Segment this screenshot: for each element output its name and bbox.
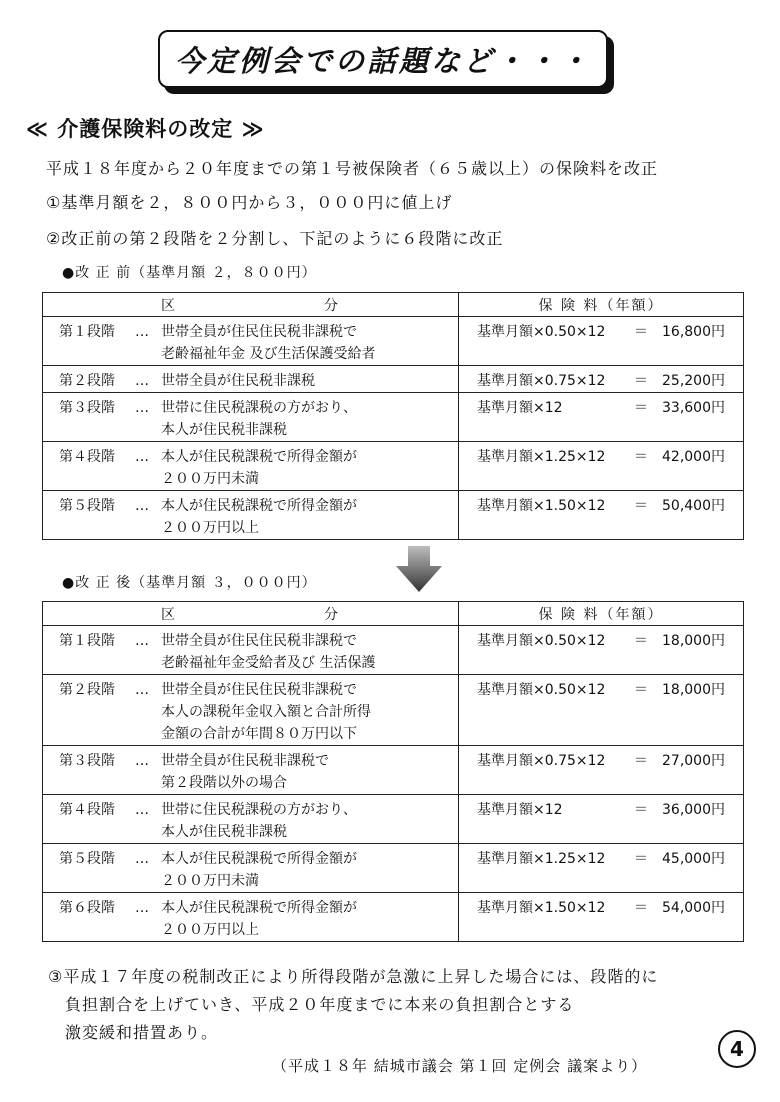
table-row [43, 795, 744, 844]
equals-sign: ＝ [634, 851, 648, 867]
page-banner [158, 30, 608, 88]
stage-label: 第２段階 [59, 373, 115, 389]
category-cell [43, 844, 459, 893]
category-cell [43, 366, 459, 393]
table-row [43, 844, 744, 893]
stage-description: 世帯全員が住民住民税非課税で 本人の課税年金収入額と合計所得 金額の合計が年間８０万円以下 [161, 682, 371, 742]
premium-formula: 基準月額×1.50×12 [477, 900, 606, 916]
header-category-b: 分 [324, 606, 338, 623]
premium-cell [459, 746, 744, 795]
premium-amount: 42,000円 [662, 449, 725, 465]
stage-description: 世帯に住民税課税の方がおり、 本人が住民税非課税 [161, 400, 357, 438]
table-row [43, 626, 744, 675]
header-premium-label: 保 険 料（年額） [538, 606, 664, 623]
table-row [43, 491, 744, 540]
premium-amount: 18,000円 [662, 682, 725, 698]
table-row [43, 893, 744, 942]
premium-cell [459, 393, 744, 442]
ellipsis: … [135, 498, 149, 514]
page-number-text: 4 [730, 1037, 744, 1061]
category-cell [43, 442, 459, 491]
note-line-3: 激変緩和措置あり。 [48, 1023, 219, 1042]
premium-formula: 基準月額×0.50×12 [477, 682, 606, 698]
category-cell [43, 893, 459, 942]
stage-label: 第１段階 [59, 633, 115, 649]
category-cell [43, 795, 459, 844]
premium-cell [459, 844, 744, 893]
before-label: ●改 正 前（基準月額 ２，８００円） [62, 265, 317, 281]
category-cell [43, 746, 459, 795]
stage-description: 世帯全員が住民税非課税 [161, 373, 315, 389]
table-row [43, 746, 744, 795]
stage-label: 第３段階 [59, 400, 115, 416]
ellipsis: … [135, 400, 149, 416]
equals-sign: ＝ [634, 449, 648, 465]
ellipsis: … [135, 373, 149, 389]
section-heading: ≪ 介護保険料の改定 ≫ [26, 117, 265, 141]
premium-formula: 基準月額×1.25×12 [477, 851, 606, 867]
premium-amount: 36,000円 [662, 802, 725, 818]
premium-amount: 18,000円 [662, 633, 725, 649]
premium-cell [459, 675, 744, 746]
premium-cell [459, 317, 744, 366]
after-label: ●改 正 後（基準月額 ３，０００円） [62, 575, 317, 591]
table-header-row [43, 602, 744, 626]
ellipsis: … [135, 900, 149, 916]
category-cell [43, 626, 459, 675]
category-cell [43, 491, 459, 540]
equals-sign: ＝ [634, 373, 648, 389]
premium-amount: 27,000円 [662, 753, 725, 769]
table-after-revision [42, 601, 744, 942]
stage-description: 本人が住民税課税で所得金額が ２００万円以上 [161, 900, 357, 938]
category-cell [43, 675, 459, 746]
premium-cell [459, 366, 744, 393]
premium-amount: 25,200円 [662, 373, 725, 389]
ellipsis: … [135, 851, 149, 867]
source-citation: （平成１８年 結城市議会 第１回 定例会 議案より） [272, 1057, 648, 1075]
ellipsis: … [135, 753, 149, 769]
premium-amount: 50,400円 [662, 498, 725, 514]
point-2: ②改正前の第２段階を２分割し、下記のように６段階に改正 [46, 229, 504, 248]
stage-description: 本人が住民税課税で所得金額が ２００万円未満 [161, 851, 357, 889]
table-before-revision [42, 292, 744, 540]
ellipsis: … [135, 682, 149, 698]
stage-label: 第５段階 [59, 851, 115, 867]
premium-cell [459, 442, 744, 491]
down-arrow-icon [396, 546, 442, 592]
stage-description: 世帯全員が住民住民税非課税で 老齢福祉年金 及び生活保護受給者 [161, 324, 376, 362]
stage-description: 世帯全員が住民税非課税で 第２段階以外の場合 [161, 753, 329, 791]
equals-sign: ＝ [634, 633, 648, 649]
category-cell [43, 317, 459, 366]
premium-formula: 基準月額×0.50×12 [477, 324, 606, 340]
equals-sign: ＝ [634, 753, 648, 769]
stage-label: 第４段階 [59, 449, 115, 465]
table-row [43, 675, 744, 746]
header-category-a: 区 [161, 297, 175, 314]
table-row [43, 366, 744, 393]
stage-label: 第４段階 [59, 802, 115, 818]
premium-formula: 基準月額×12 [477, 802, 563, 818]
premium-cell [459, 626, 744, 675]
stage-description: 本人が住民税課税で所得金額が ２００万円未満 [161, 449, 357, 487]
page-number [718, 1030, 756, 1068]
table-row [43, 317, 744, 366]
stage-description: 本人が住民税課税で所得金額が ２００万円以上 [161, 498, 357, 536]
point-1: ①基準月額を２，８００円から３，０００円に値上げ [46, 193, 453, 212]
category-cell [43, 393, 459, 442]
premium-cell [459, 893, 744, 942]
header-category-a: 区 [161, 606, 175, 623]
equals-sign: ＝ [634, 900, 648, 916]
ellipsis: … [135, 449, 149, 465]
table-header-row [43, 293, 744, 317]
premium-cell [459, 491, 744, 540]
stage-label: 第６段階 [59, 900, 115, 916]
premium-formula: 基準月額×0.75×12 [477, 753, 606, 769]
ellipsis: … [135, 802, 149, 818]
premium-amount: 54,000円 [662, 900, 725, 916]
stage-label: 第５段階 [59, 498, 115, 514]
premium-formula: 基準月額×0.75×12 [477, 373, 606, 389]
intro-text: 平成１８年度から２０年度までの第１号被保険者（６５歳以上）の保険料を改正 [46, 159, 659, 178]
stage-label: 第２段階 [59, 682, 115, 698]
premium-formula: 基準月額×1.25×12 [477, 449, 606, 465]
stage-label: 第３段階 [59, 753, 115, 769]
equals-sign: ＝ [634, 802, 648, 818]
stage-description: 世帯全員が住民住民税非課税で 老齢福祉年金受給者及び 生活保護 [161, 633, 376, 671]
header-category [43, 293, 459, 317]
table-row [43, 442, 744, 491]
ellipsis: … [135, 324, 149, 340]
banner-title: 今定例会での話題など・・・ [174, 43, 591, 78]
premium-formula: 基準月額×0.50×12 [477, 633, 606, 649]
ellipsis: … [135, 633, 149, 649]
header-premium-label: 保 険 料（年額） [538, 297, 664, 314]
header-premium [459, 293, 744, 317]
note-line-2: 負担割合を上げていき、平成２０年度までに本来の負担割合とする [48, 995, 575, 1014]
header-category [43, 602, 459, 626]
premium-amount: 33,600円 [662, 400, 725, 416]
premium-formula: 基準月額×1.50×12 [477, 498, 606, 514]
note-line-1: ③平成１７年度の税制改正により所得段階が急激に上昇した場合には、段階的に [48, 967, 659, 986]
header-category-b: 分 [324, 297, 338, 314]
header-premium [459, 602, 744, 626]
equals-sign: ＝ [634, 682, 648, 698]
equals-sign: ＝ [634, 324, 648, 340]
premium-formula: 基準月額×12 [477, 400, 563, 416]
equals-sign: ＝ [634, 400, 648, 416]
premium-cell [459, 795, 744, 844]
premium-amount: 45,000円 [662, 851, 725, 867]
equals-sign: ＝ [634, 498, 648, 514]
stage-description: 世帯に住民税課税の方がおり、 本人が住民税非課税 [161, 802, 357, 840]
table-row [43, 393, 744, 442]
stage-label: 第１段階 [59, 324, 115, 340]
premium-amount: 16,800円 [662, 324, 725, 340]
